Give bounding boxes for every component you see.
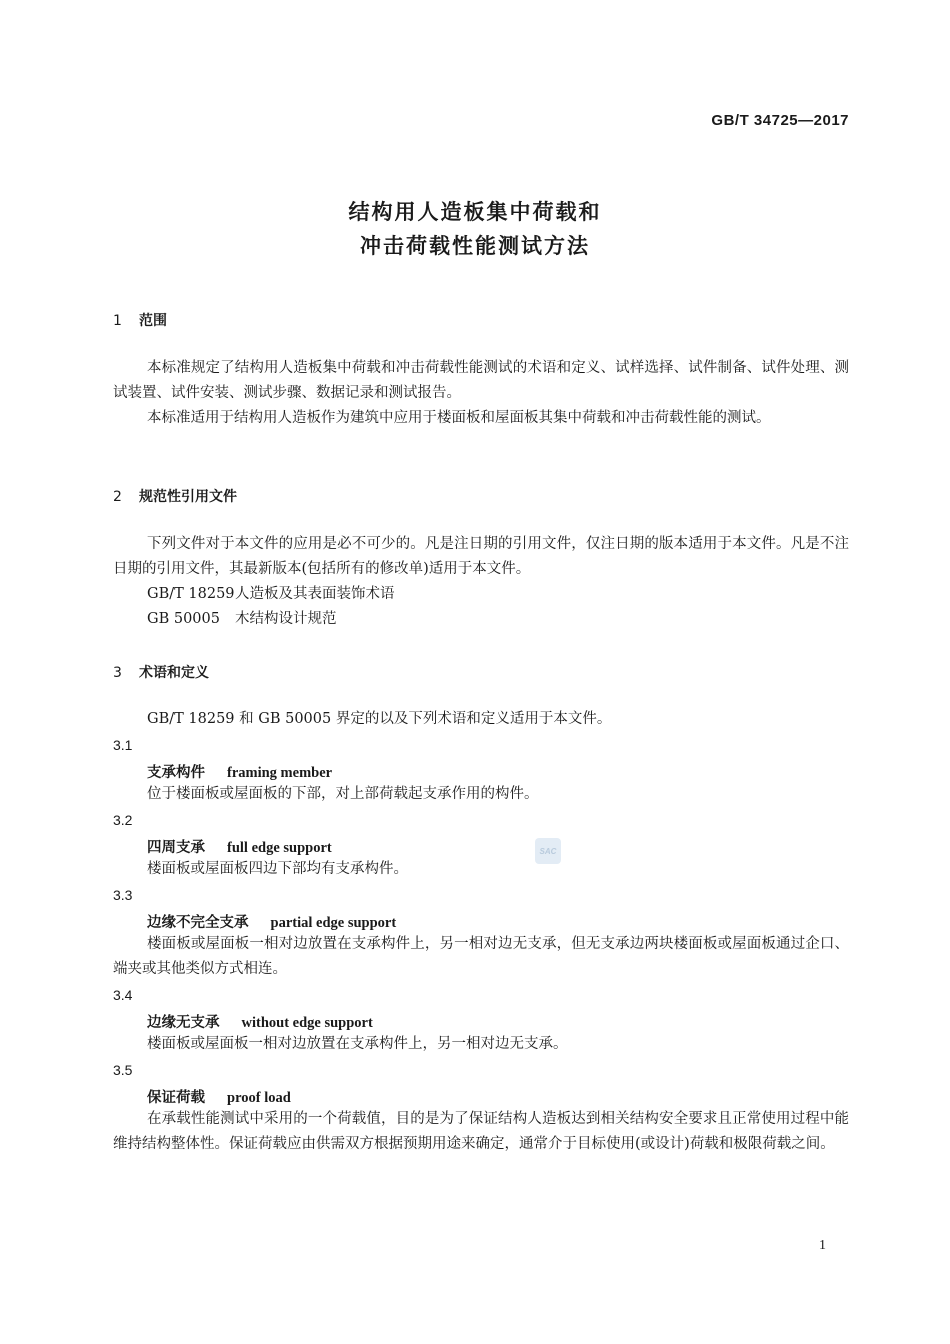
reference-code: GB 50005 (147, 611, 220, 627)
term-number: 3.1 (113, 737, 133, 753)
term-chinese: 支承构件 (147, 765, 205, 781)
term-chinese: 保证荷载 (147, 1090, 205, 1106)
section-number: 3 (113, 665, 122, 681)
term-entry (147, 761, 332, 782)
sac-watermark: SAC (535, 838, 561, 864)
normative-intro: 下列文件对于本文件的应用是必不可少的。凡是注日期的引用文件，仅注日期的版本适用于本文件。凡是不注日期的引用文件，其最新版本(包括所有的修改单)适用于本文件。 (113, 536, 849, 577)
reference-code: GB/T 18259 (147, 586, 235, 602)
document-title-line-2: 冲击荷载性能测试方法 (360, 234, 590, 258)
section-title: 规范性引用文件 (139, 489, 237, 505)
section-heading-scope (113, 310, 167, 330)
reference-title: 木结构设计规范 (235, 611, 337, 627)
section-heading-terms (113, 662, 209, 682)
term-english: proof load (227, 1090, 291, 1106)
section-title: 范围 (139, 313, 167, 329)
term-english: full edge support (227, 840, 332, 856)
section-heading-normative-references (113, 486, 237, 506)
term-english: framing member (227, 765, 333, 781)
document-title-line-1: 结构用人造板集中荷载和 (348, 200, 602, 224)
term-entry (147, 1086, 291, 1107)
reference-item (147, 607, 337, 632)
term-entry (147, 836, 332, 857)
term-english: partial edge support (270, 915, 397, 931)
term-chinese: 边缘无支承 (147, 1015, 220, 1031)
term-definition: 位于楼面板或屋面板的下部，对上部荷载起支承作用的构件。 (147, 786, 539, 802)
term-definition: 在承载性能测试中采用的一个荷载值，目的是为了保证结构人造板达到相关结构安全要求且正常使用过程中能维持结构整体性。保证荷载应由供需双方根据预期用途来确定，通常介于目标使用(或设计)荷载和极限荷载之间。 (113, 1111, 849, 1152)
reference-title: 人造板及其表面装饰术语 (235, 586, 395, 602)
page-number: 1 (819, 1238, 826, 1253)
reference-item (147, 582, 395, 607)
term-definition: 楼面板或屋面板一相对边放置在支承构件上，另一相对边无支承，但无支承边两块楼面板或屋面板通过企口、端夹或其他类似方式相连。 (113, 936, 849, 977)
terms-intro: GB/T 18259 和 GB 50005 界定的以及下列术语和定义适用于本文件。 (147, 711, 612, 727)
term-english: without edge support (241, 1015, 373, 1031)
term-chinese: 四周支承 (147, 840, 205, 856)
term-number: 3.5 (113, 1062, 133, 1078)
standard-code: GB/T 34725—2017 (711, 112, 849, 129)
term-number: 3.3 (113, 887, 133, 903)
section-number: 2 (113, 489, 122, 505)
section-number: 1 (113, 313, 122, 329)
term-entry (147, 1011, 373, 1032)
scope-paragraph-2: 本标准适用于结构用人造板作为建筑中应用于楼面板和屋面板其集中荷载和冲击荷载性能的测试。 (147, 410, 771, 426)
term-definition: 楼面板或屋面板四边下部均有支承构件。 (147, 861, 408, 877)
term-entry (147, 911, 396, 932)
term-chinese: 边缘不完全支承 (147, 915, 249, 931)
scope-paragraph-1: 本标准规定了结构用人造板集中荷载和冲击荷载性能测试的术语和定义、试样选择、试件制备、试件处理、测试装置、试件安装、测试步骤、数据记录和测试报告。 (113, 360, 849, 401)
term-definition: 楼面板或屋面板一相对边放置在支承构件上，另一相对边无支承。 (147, 1036, 568, 1052)
section-title: 术语和定义 (139, 665, 209, 681)
term-number: 3.2 (113, 812, 133, 828)
term-number: 3.4 (113, 987, 133, 1003)
